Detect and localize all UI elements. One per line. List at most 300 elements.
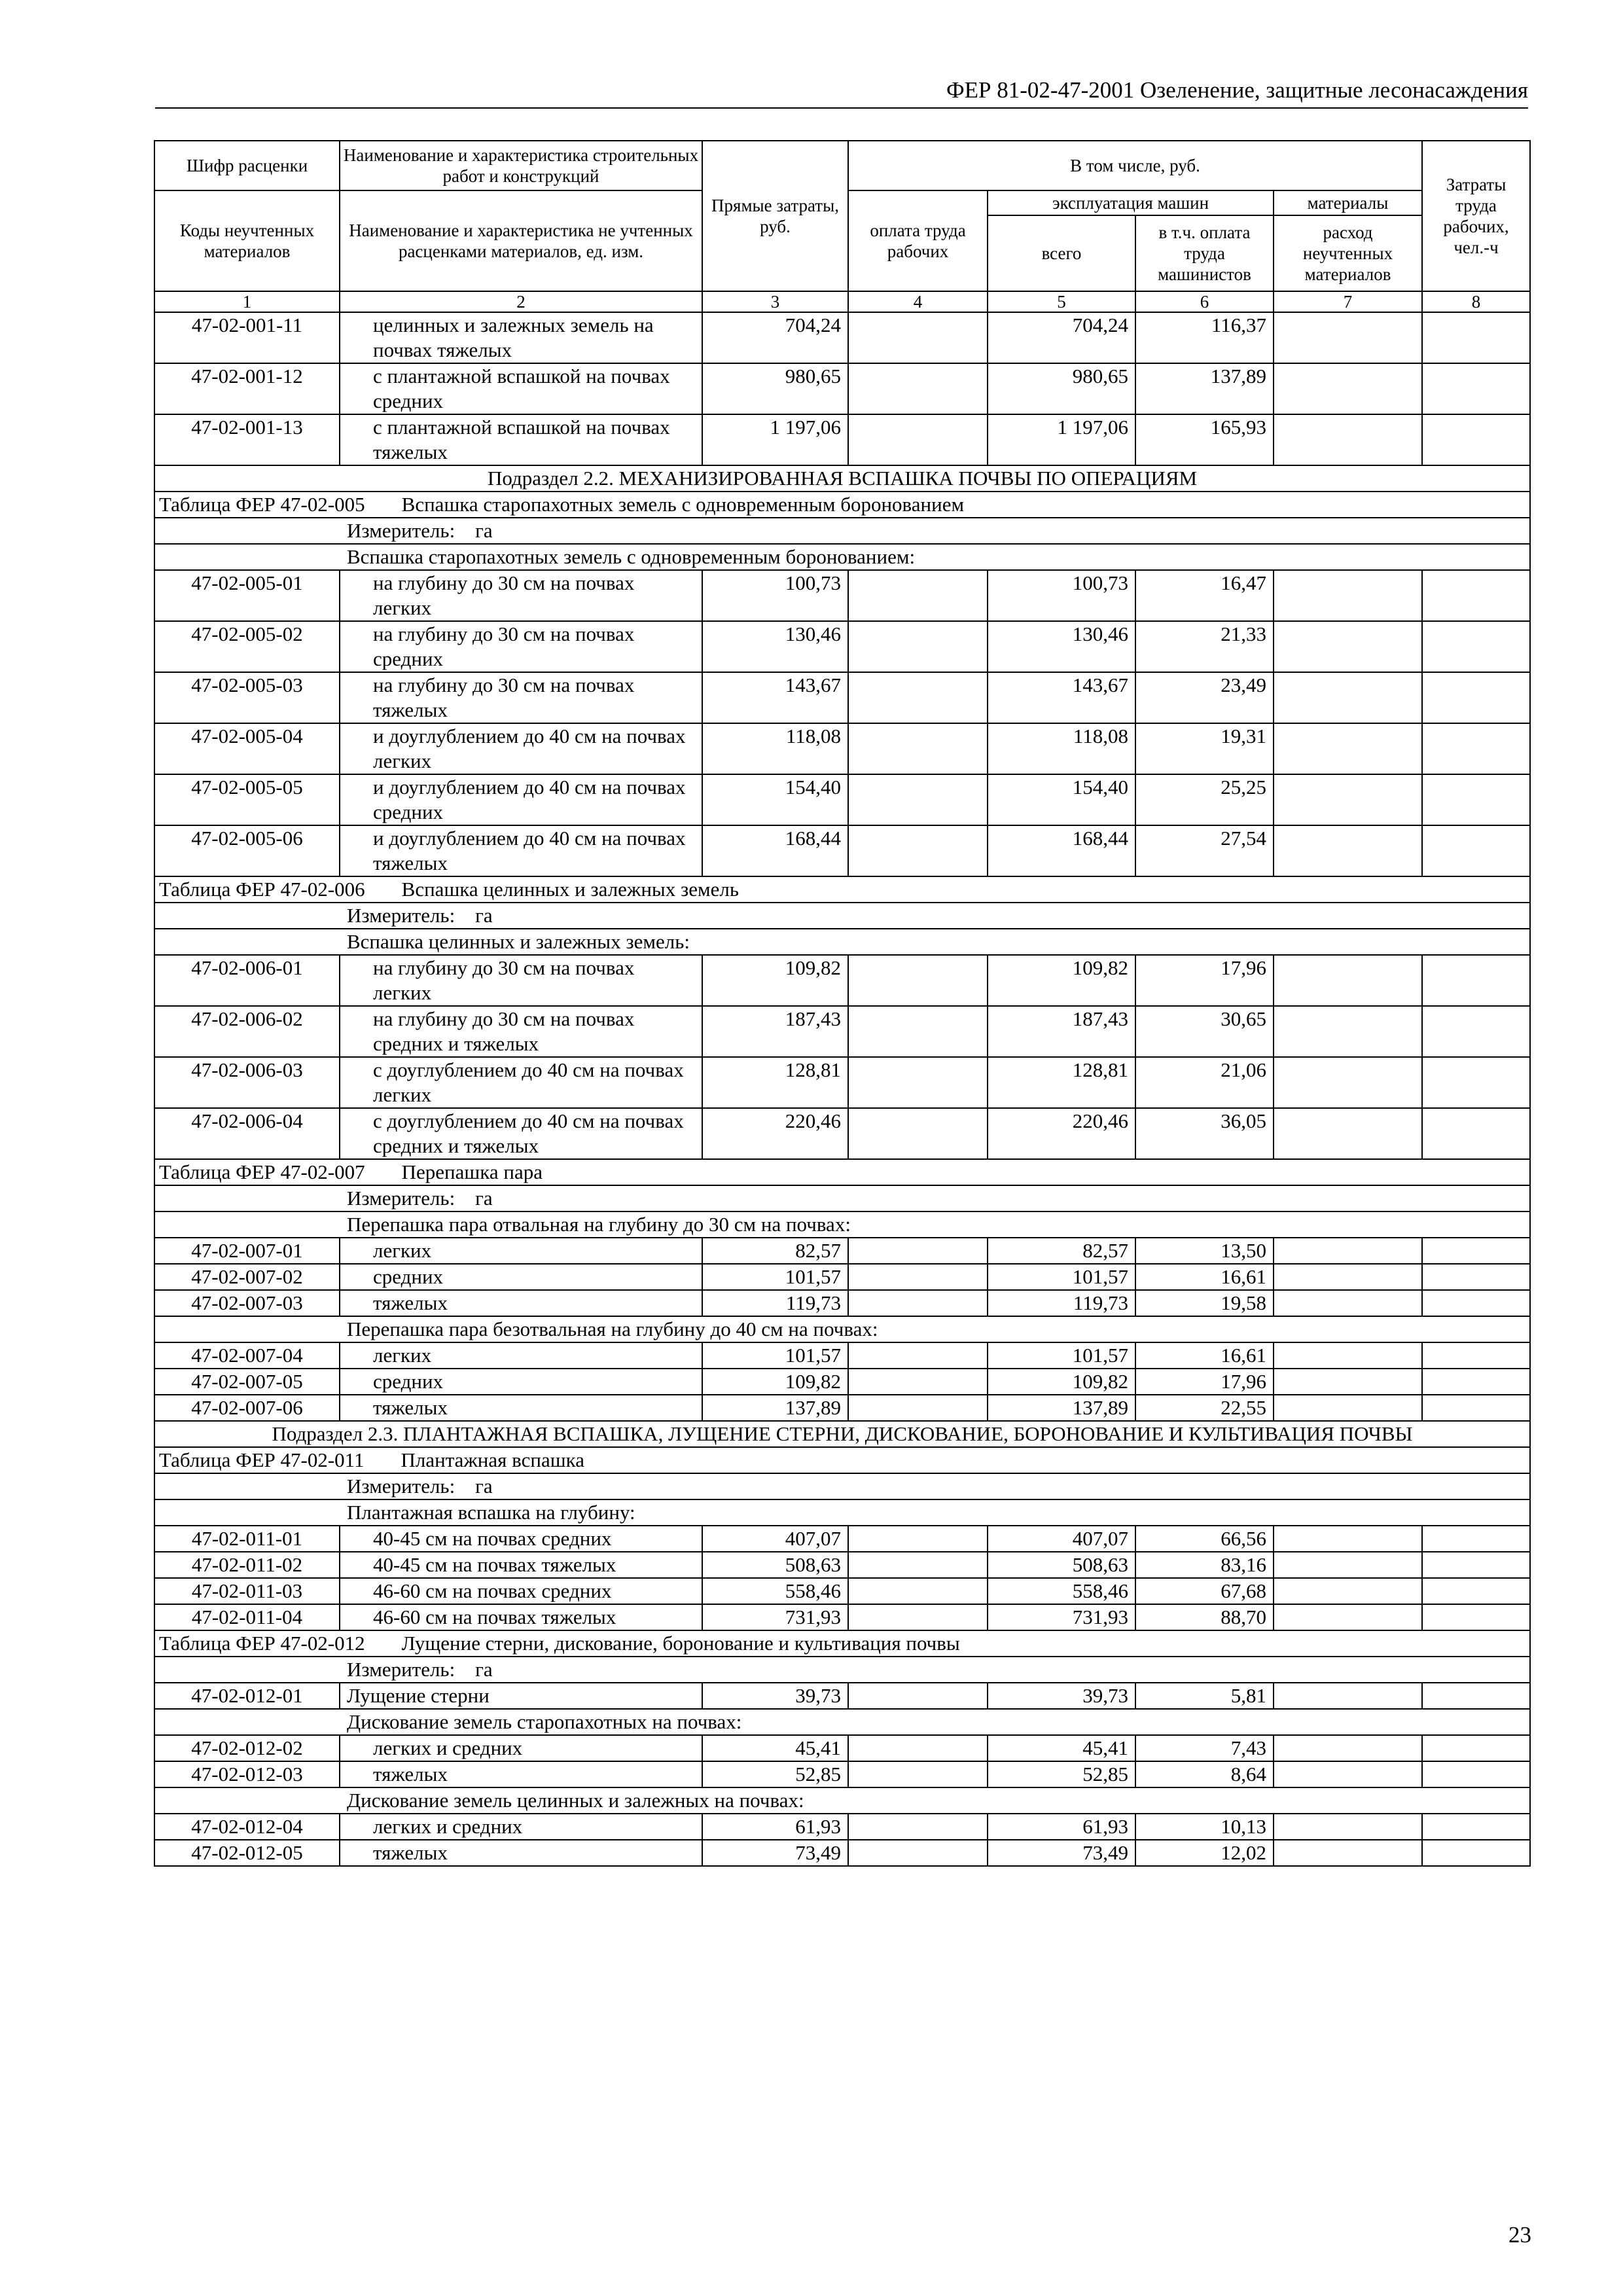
work-name: с доуглублением до 40 см на почвах легких	[340, 1057, 702, 1108]
wages	[848, 1395, 988, 1421]
rate-code: 47-02-007-02	[154, 1264, 340, 1290]
machines-total: 61,93	[988, 1814, 1135, 1840]
rate-code: 47-02-006-03	[154, 1057, 340, 1108]
table-info-text: Измеритель: га	[154, 1657, 1530, 1683]
machines-total: 100,73	[988, 570, 1135, 621]
machines-total: 731,93	[988, 1604, 1135, 1630]
machines-total: 82,57	[988, 1238, 1135, 1264]
rate-code: 47-02-005-06	[154, 825, 340, 876]
materials	[1274, 1761, 1422, 1787]
table-row	[154, 1552, 1530, 1578]
materials	[1274, 1552, 1422, 1578]
table-row	[154, 1342, 1530, 1369]
direct-costs: 187,43	[702, 1006, 848, 1057]
machinists-wages: 16,47	[1135, 570, 1274, 621]
machinists-wages: 10,13	[1135, 1814, 1274, 1840]
labor	[1422, 1604, 1530, 1630]
table-info-text: Измеритель: га	[154, 1473, 1530, 1499]
materials	[1274, 1238, 1422, 1264]
wages	[848, 312, 988, 363]
work-name: целинных и залежных земель на почвах тяжелых	[340, 312, 702, 363]
wages	[848, 774, 988, 825]
work-name: Лущение стерни	[340, 1683, 702, 1709]
table-row	[154, 1395, 1530, 1421]
table-row	[154, 1761, 1530, 1787]
labor	[1422, 1761, 1530, 1787]
table-heading	[154, 1159, 1530, 1185]
machines-total: 73,49	[988, 1840, 1135, 1866]
wages	[848, 1238, 988, 1264]
table-heading-name: Вспашка целинных и залежных земель	[401, 878, 740, 901]
materials	[1274, 672, 1422, 723]
machines-total: 168,44	[988, 825, 1135, 876]
wages	[848, 1006, 988, 1057]
direct-costs: 52,85	[702, 1761, 848, 1787]
table-row	[154, 621, 1530, 672]
labor	[1422, 1683, 1530, 1709]
table-heading	[154, 876, 1530, 903]
labor	[1422, 1006, 1530, 1057]
rate-code: 47-02-012-03	[154, 1761, 340, 1787]
table-row	[154, 1840, 1530, 1866]
price-table	[154, 140, 1531, 1867]
machines-total: 1 197,06	[988, 414, 1135, 465]
direct-costs: 980,65	[702, 363, 848, 414]
rate-code: 47-02-006-01	[154, 955, 340, 1006]
table-info-row	[154, 1709, 1530, 1735]
materials	[1274, 1814, 1422, 1840]
materials	[1274, 312, 1422, 363]
rate-code: 47-02-012-04	[154, 1814, 340, 1840]
direct-costs: 39,73	[702, 1683, 848, 1709]
machinists-wages: 19,31	[1135, 723, 1274, 774]
materials	[1274, 1840, 1422, 1866]
table-row	[154, 414, 1530, 465]
machines-total: 704,24	[988, 312, 1135, 363]
machinists-wages: 16,61	[1135, 1264, 1274, 1290]
header-labor: Затраты труда рабочих, чел.-ч	[1422, 141, 1530, 291]
machinists-wages: 5,81	[1135, 1683, 1274, 1709]
rate-code: 47-02-012-01	[154, 1683, 340, 1709]
direct-costs: 1 197,06	[702, 414, 848, 465]
rate-code: 47-02-011-02	[154, 1552, 340, 1578]
table-info-row	[154, 1499, 1530, 1526]
machines-total: 109,82	[988, 1369, 1135, 1395]
table-heading-row	[154, 1630, 1530, 1657]
subsection-heading: Подраздел 2.2. МЕХАНИЗИРОВАННАЯ ВСПАШКА ПОЧВЫ ПО ОПЕРАЦИЯМ	[154, 465, 1530, 492]
rate-code: 47-02-006-02	[154, 1006, 340, 1057]
materials	[1274, 1395, 1422, 1421]
wages	[848, 672, 988, 723]
table-row	[154, 1006, 1530, 1057]
table-heading-code: Таблица ФЕР 47-02-012	[159, 1632, 365, 1655]
machines-total: 980,65	[988, 363, 1135, 414]
machines-total: 558,46	[988, 1578, 1135, 1604]
table-row	[154, 723, 1530, 774]
wages	[848, 1814, 988, 1840]
table-row	[154, 1578, 1530, 1604]
table-heading-row	[154, 492, 1530, 518]
materials	[1274, 1264, 1422, 1290]
direct-costs: 704,24	[702, 312, 848, 363]
rate-code: 47-02-012-05	[154, 1840, 340, 1866]
work-name: тяжелых	[340, 1840, 702, 1866]
rate-code: 47-02-006-04	[154, 1108, 340, 1159]
machines-total: 143,67	[988, 672, 1135, 723]
header-including: В том числе, руб.	[848, 141, 1422, 190]
materials	[1274, 1006, 1422, 1057]
table-row	[154, 774, 1530, 825]
rate-code: 47-02-007-06	[154, 1395, 340, 1421]
table-row	[154, 363, 1530, 414]
machinists-wages: 30,65	[1135, 1006, 1274, 1057]
table-body	[154, 312, 1530, 1866]
machinists-wages: 17,96	[1135, 955, 1274, 1006]
header-rule	[155, 107, 1528, 109]
labor	[1422, 1395, 1530, 1421]
table-row	[154, 312, 1530, 363]
header-name: Наименование и характеристика строительных работ и конструкций	[340, 141, 702, 190]
materials	[1274, 621, 1422, 672]
table-info-row	[154, 903, 1530, 929]
work-name: тяжелых	[340, 1395, 702, 1421]
header-machinists-wages: в т.ч. оплата труда машинистов	[1135, 215, 1274, 291]
table-row	[154, 1057, 1530, 1108]
wages	[848, 1264, 988, 1290]
labor	[1422, 1735, 1530, 1761]
labor	[1422, 955, 1530, 1006]
machinists-wages: 17,96	[1135, 1369, 1274, 1395]
rate-code: 47-02-005-02	[154, 621, 340, 672]
table-row	[154, 1369, 1530, 1395]
wages	[848, 1735, 988, 1761]
table-row	[154, 1238, 1530, 1264]
direct-costs: 137,89	[702, 1395, 848, 1421]
work-name: 40-45 см на почвах средних	[340, 1526, 702, 1552]
direct-costs: 73,49	[702, 1840, 848, 1866]
machinists-wages: 22,55	[1135, 1395, 1274, 1421]
wages	[848, 1108, 988, 1159]
labor	[1422, 1552, 1530, 1578]
table-heading	[154, 492, 1530, 518]
machines-total: 119,73	[988, 1290, 1135, 1316]
machines-total: 101,57	[988, 1264, 1135, 1290]
machines-total: 130,46	[988, 621, 1135, 672]
table-heading-name: Плантажная вспашка	[401, 1448, 584, 1471]
table-info-text: Перепашка пара безотвальная на глубину до 40 см на почвах:	[154, 1316, 1530, 1342]
materials	[1274, 825, 1422, 876]
machines-total: 154,40	[988, 774, 1135, 825]
machinists-wages: 116,37	[1135, 312, 1274, 363]
subsection-heading-row	[154, 465, 1530, 492]
rate-code: 47-02-012-02	[154, 1735, 340, 1761]
table-row	[154, 1814, 1530, 1840]
machinists-wages: 25,25	[1135, 774, 1274, 825]
wages	[848, 1057, 988, 1108]
work-name: легких	[340, 1342, 702, 1369]
subsection-heading-row	[154, 1421, 1530, 1447]
rate-code: 47-02-005-05	[154, 774, 340, 825]
labor	[1422, 1840, 1530, 1866]
wages	[848, 1761, 988, 1787]
materials	[1274, 1683, 1422, 1709]
rate-code: 47-02-011-03	[154, 1578, 340, 1604]
column-number: 6	[1135, 291, 1274, 312]
materials	[1274, 723, 1422, 774]
machinists-wages: 88,70	[1135, 1604, 1274, 1630]
work-name: легких и средних	[340, 1814, 702, 1840]
table-row	[154, 672, 1530, 723]
table-heading	[154, 1630, 1530, 1657]
labor	[1422, 1342, 1530, 1369]
labor	[1422, 363, 1530, 414]
table-row	[154, 1108, 1530, 1159]
header-machines: эксплуатация машин	[988, 190, 1274, 215]
labor	[1422, 723, 1530, 774]
wages	[848, 621, 988, 672]
subsection-heading: Подраздел 2.3. ПЛАНТАЖНАЯ ВСПАШКА, ЛУЩЕНИЕ СТЕРНИ, ДИСКОВАНИЕ, БОРОНОВАНИЕ И КУЛЬТИВАЦИЯ ПОЧВЫ	[154, 1421, 1530, 1447]
table-info-text: Перепашка пара отвальная на глубину до 30 см на почвах:	[154, 1211, 1530, 1238]
wages	[848, 1290, 988, 1316]
column-number: 8	[1422, 291, 1530, 312]
work-name: на глубину до 30 см на почвах легких	[340, 955, 702, 1006]
machines-total: 128,81	[988, 1057, 1135, 1108]
table-heading-name: Вспашка старопахотных земель с одновременным боронованием	[401, 493, 965, 516]
table-info-text: Плантажная вспашка на глубину:	[154, 1499, 1530, 1526]
wages	[848, 414, 988, 465]
wages	[848, 723, 988, 774]
direct-costs: 82,57	[702, 1238, 848, 1264]
table-row	[154, 825, 1530, 876]
machines-total: 187,43	[988, 1006, 1135, 1057]
table-info-text: Измеритель: га	[154, 903, 1530, 929]
table-info-text: Измеритель: га	[154, 1185, 1530, 1211]
labor	[1422, 1108, 1530, 1159]
materials	[1274, 1057, 1422, 1108]
table-row	[154, 1604, 1530, 1630]
table-row	[154, 570, 1530, 621]
labor	[1422, 774, 1530, 825]
direct-costs: 45,41	[702, 1735, 848, 1761]
materials	[1274, 1604, 1422, 1630]
work-name: 40-45 см на почвах тяжелых	[340, 1552, 702, 1578]
column-number: 5	[988, 291, 1135, 312]
materials	[1274, 1526, 1422, 1552]
table-row	[154, 1290, 1530, 1316]
page-number: 23	[1508, 2222, 1531, 2248]
machinists-wages: 66,56	[1135, 1526, 1274, 1552]
materials	[1274, 363, 1422, 414]
table-info-text: Вспашка старопахотных земель с одновременным боронованием:	[154, 544, 1530, 570]
rate-code: 47-02-005-03	[154, 672, 340, 723]
work-name: и доуглублением до 40 см на почвах легких	[340, 723, 702, 774]
wages	[848, 1369, 988, 1395]
work-name: и доуглублением до 40 см на почвах тяжелых	[340, 825, 702, 876]
direct-costs: 119,73	[702, 1290, 848, 1316]
table-info-row	[154, 518, 1530, 544]
machinists-wages: 7,43	[1135, 1735, 1274, 1761]
machinists-wages: 27,54	[1135, 825, 1274, 876]
table-info-text: Дискование земель старопахотных на почвах:	[154, 1709, 1530, 1735]
wages	[848, 1342, 988, 1369]
labor	[1422, 825, 1530, 876]
machines-total: 118,08	[988, 723, 1135, 774]
header-material-names: Наименование и характеристика не учтенных расценками материалов, ед. изм.	[340, 190, 702, 291]
materials	[1274, 414, 1422, 465]
materials	[1274, 1735, 1422, 1761]
labor	[1422, 570, 1530, 621]
table-heading-row	[154, 1447, 1530, 1473]
column-number: 3	[702, 291, 848, 312]
direct-costs: 109,82	[702, 1369, 848, 1395]
header-unaccounted-materials: расход неучтенных материалов	[1274, 215, 1422, 291]
wages	[848, 363, 988, 414]
table-heading-name: Лущение стерни, дискование, боронование и культивация почвы	[401, 1632, 960, 1655]
work-name: 46-60 см на почвах средних	[340, 1578, 702, 1604]
column-number: 1	[154, 291, 340, 312]
machinists-wages: 13,50	[1135, 1238, 1274, 1264]
table-info-row	[154, 544, 1530, 570]
work-name: 46-60 см на почвах тяжелых	[340, 1604, 702, 1630]
direct-costs: 128,81	[702, 1057, 848, 1108]
table-info-row	[154, 1211, 1530, 1238]
wages	[848, 570, 988, 621]
table-heading	[154, 1447, 1530, 1473]
machinists-wages: 21,06	[1135, 1057, 1274, 1108]
work-name: и доуглублением до 40 см на почвах средних	[340, 774, 702, 825]
direct-costs: 508,63	[702, 1552, 848, 1578]
rate-code: 47-02-005-01	[154, 570, 340, 621]
rate-code: 47-02-007-05	[154, 1369, 340, 1395]
work-name: тяжелых	[340, 1290, 702, 1316]
materials	[1274, 1369, 1422, 1395]
table-heading-code: Таблица ФЕР 47-02-005	[159, 493, 365, 516]
rate-code: 47-02-007-04	[154, 1342, 340, 1369]
direct-costs: 101,57	[702, 1342, 848, 1369]
machinists-wages: 23,49	[1135, 672, 1274, 723]
labor	[1422, 414, 1530, 465]
wages	[848, 1578, 988, 1604]
machinists-wages: 36,05	[1135, 1108, 1274, 1159]
direct-costs: 407,07	[702, 1526, 848, 1552]
machinists-wages: 21,33	[1135, 621, 1274, 672]
rate-code: 47-02-011-04	[154, 1604, 340, 1630]
labor	[1422, 1369, 1530, 1395]
machines-total: 39,73	[988, 1683, 1135, 1709]
direct-costs: 61,93	[702, 1814, 848, 1840]
wages	[848, 1840, 988, 1866]
table-info-text: Дискование земель целинных и залежных на почвах:	[154, 1787, 1530, 1814]
machinists-wages: 12,02	[1135, 1840, 1274, 1866]
work-name: легких	[340, 1238, 702, 1264]
work-name: с плантажной вспашкой на почвах средних	[340, 363, 702, 414]
wages	[848, 1683, 988, 1709]
direct-costs: 101,57	[702, 1264, 848, 1290]
labor	[1422, 1057, 1530, 1108]
table-heading-code: Таблица ФЕР 47-02-011	[159, 1448, 365, 1471]
header-wages: оплата труда рабочих	[848, 190, 988, 291]
direct-costs: 220,46	[702, 1108, 848, 1159]
materials	[1274, 955, 1422, 1006]
machinists-wages: 67,68	[1135, 1578, 1274, 1604]
work-name: на глубину до 30 см на почвах легких	[340, 570, 702, 621]
wages	[848, 1526, 988, 1552]
machinists-wages: 19,58	[1135, 1290, 1274, 1316]
work-name: средних	[340, 1369, 702, 1395]
machinists-wages: 8,64	[1135, 1761, 1274, 1787]
rate-code: 47-02-005-04	[154, 723, 340, 774]
table-heading-name: Перепашка пара	[401, 1160, 543, 1183]
table-row	[154, 1735, 1530, 1761]
table-info-row	[154, 1185, 1530, 1211]
materials	[1274, 774, 1422, 825]
rate-code: 47-02-007-03	[154, 1290, 340, 1316]
direct-costs: 109,82	[702, 955, 848, 1006]
direct-costs: 118,08	[702, 723, 848, 774]
table-info-row	[154, 1473, 1530, 1499]
work-name: с доуглублением до 40 см на почвах средних и тяжелых	[340, 1108, 702, 1159]
labor	[1422, 312, 1530, 363]
materials	[1274, 1578, 1422, 1604]
table-heading-row	[154, 1159, 1530, 1185]
labor	[1422, 1814, 1530, 1840]
machinists-wages: 165,93	[1135, 414, 1274, 465]
machines-total: 137,89	[988, 1395, 1135, 1421]
column-number: 4	[848, 291, 988, 312]
table-info-row	[154, 929, 1530, 955]
work-name: с плантажной вспашкой на почвах тяжелых	[340, 414, 702, 465]
direct-costs: 168,44	[702, 825, 848, 876]
machinists-wages: 16,61	[1135, 1342, 1274, 1369]
rate-code: 47-02-001-12	[154, 363, 340, 414]
work-name: на глубину до 30 см на почвах средних	[340, 621, 702, 672]
document-header-title: ФЕР 81-02-47-2001 Озеленение, защитные лесонасаждения	[946, 77, 1528, 103]
machines-total: 109,82	[988, 955, 1135, 1006]
machines-total: 508,63	[988, 1552, 1135, 1578]
direct-costs: 100,73	[702, 570, 848, 621]
wages	[848, 1604, 988, 1630]
materials	[1274, 1290, 1422, 1316]
machinists-wages: 83,16	[1135, 1552, 1274, 1578]
machines-total: 52,85	[988, 1761, 1135, 1787]
machines-total: 220,46	[988, 1108, 1135, 1159]
table-row	[154, 1526, 1530, 1552]
table-info-row	[154, 1316, 1530, 1342]
table-heading-code: Таблица ФЕР 47-02-007	[159, 1160, 365, 1183]
wages	[848, 955, 988, 1006]
wages	[848, 1552, 988, 1578]
machines-total: 101,57	[988, 1342, 1135, 1369]
header-direct-costs: Прямые затраты, руб.	[702, 141, 848, 291]
work-name: на глубину до 30 см на почвах средних и тяжелых	[340, 1006, 702, 1057]
rate-code: 47-02-011-01	[154, 1526, 340, 1552]
column-number: 2	[340, 291, 702, 312]
direct-costs: 143,67	[702, 672, 848, 723]
column-number: 7	[1274, 291, 1422, 312]
table-info-text: Вспашка целинных и залежных земель:	[154, 929, 1530, 955]
materials	[1274, 570, 1422, 621]
work-name: на глубину до 30 см на почвах тяжелых	[340, 672, 702, 723]
column-number-row	[154, 291, 1530, 312]
labor	[1422, 672, 1530, 723]
machines-total: 45,41	[988, 1735, 1135, 1761]
table-heading-code: Таблица ФЕР 47-02-006	[159, 878, 365, 901]
table-heading-row	[154, 876, 1530, 903]
direct-costs: 731,93	[702, 1604, 848, 1630]
wages	[848, 825, 988, 876]
header-machines-total: всего	[988, 215, 1135, 291]
materials	[1274, 1342, 1422, 1369]
